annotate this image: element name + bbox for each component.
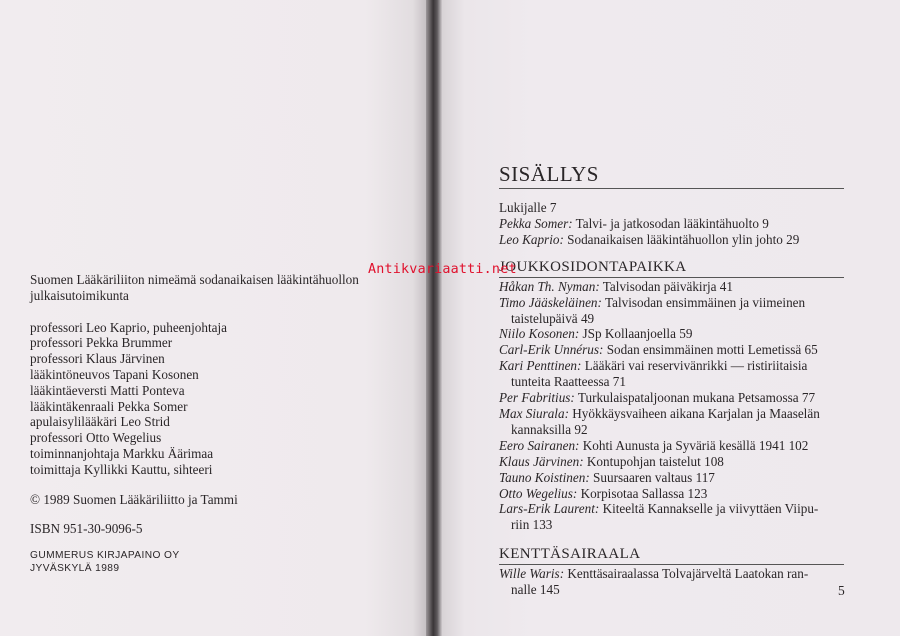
entry-title: Talvisodan ensimmäinen ja viimeinen: [601, 294, 806, 310]
committee-member: professori Pekka Brummer: [30, 335, 173, 351]
committee-title: Suomen Lääkäriliiton nimeämä sodanaikaisen lääkintähuollon julkaisutoimikunta: [30, 272, 359, 303]
committee-member: toiminnanjohtaja Markku Äärimaa: [30, 445, 214, 461]
toc-heading: SISÄLLYS: [499, 162, 844, 189]
committee-member: professori Klaus Järvinen: [30, 351, 165, 367]
isbn: ISBN 951-30-9096-5: [30, 521, 143, 537]
committee-member: apulaisylilääkäri Leo Strid: [30, 414, 170, 430]
toc-entry: [499, 470, 844, 486]
page-number: 5: [838, 583, 845, 598]
entry-title: Kiteeltä Kannakselle ja viivyttäen Viipu-: [599, 501, 819, 517]
entry-title: Talvi- ja jatkosodan lääkintähuolto 9: [572, 215, 769, 231]
printer-info: [30, 550, 425, 575]
entry-author: Lars-Erik Laurent:: [499, 501, 600, 517]
entry-author: Leo Kaprio:: [499, 231, 564, 247]
entry-continuation: taistelupäivä 49: [511, 310, 595, 326]
entry-title: Lääkäri vai reservivänrikki — ristiriitaisia: [581, 358, 808, 374]
entry-author: Tauno Koistinen:: [499, 469, 590, 485]
entry-title: Talvisodan päiväkirja 41: [599, 278, 733, 294]
entry-author: Otto Wegelius:: [499, 485, 578, 501]
entry-title: Kenttäsairaalassa Tolvajärveltä Laatokan ran-: [564, 566, 809, 582]
entry-author: Kari Penttinen:: [499, 358, 582, 374]
entry-title: Suursaaren valtaus 117: [589, 469, 715, 485]
toc-entry: [499, 566, 844, 598]
committee-member: toimittaja Kyllikki Kauttu, sihteeri: [30, 461, 213, 477]
entry-author: Wille Waris:: [499, 566, 565, 582]
entry-author: Klaus Järvinen:: [499, 453, 584, 469]
printer-name: GUMMERUS KIRJAPAINO OY: [30, 550, 180, 562]
entry-title: Kohti Aunusta ja Syväriä kesällä 1941 102: [579, 437, 809, 453]
committee-member: lääkintäkenraali Pekka Somer: [30, 398, 188, 414]
colophon: [30, 272, 425, 575]
printer-location: JYVÄSKYLÄ 1989: [30, 562, 120, 574]
toc-entry: [499, 200, 844, 216]
toc-entry: [499, 279, 844, 295]
toc-entry: [499, 295, 844, 327]
table-of-contents: [499, 162, 844, 611]
entry-author: Max Siurala:: [499, 405, 569, 421]
committee-member: lääkintäeversti Matti Ponteva: [30, 382, 185, 398]
intro-entries: [499, 200, 844, 248]
entry-continuation: tunteita Raatteessa 71: [511, 374, 626, 390]
entry-author: Håkan Th. Nyman:: [499, 278, 600, 294]
section-heading: JOUKKOSIDONTAPAIKKA: [499, 259, 844, 278]
committee-member: professori Leo Kaprio, puheenjohtaja: [30, 319, 228, 335]
entry-title: Korpisotaa Sallassa 123: [577, 485, 708, 501]
entry-title: Hyökkäysvaiheen aikana Karjalan ja Maaselän: [568, 405, 820, 421]
entry-continuation: kannaksilla 92: [511, 421, 588, 437]
entry-author: Pekka Somer:: [499, 215, 573, 231]
watermark: Antikvariaatti.net: [368, 262, 517, 277]
toc-entry: [499, 326, 844, 342]
entry-title: Lukijalle 7: [499, 200, 557, 215]
entry-author: Niilo Kosonen:: [499, 326, 580, 342]
toc-section: [499, 546, 844, 598]
entry-author: Timo Jääskeläinen:: [499, 294, 602, 310]
toc-entry: [499, 216, 844, 232]
committee-members: [30, 320, 425, 478]
toc-entry: [499, 486, 844, 502]
entry-continuation: riin 133: [511, 517, 553, 533]
entry-author: Per Fabritius:: [499, 390, 575, 406]
section-heading: KENTTÄSAIRAALA: [499, 546, 844, 565]
toc-section: [499, 259, 844, 534]
entry-title: Kontupohjan taistelut 108: [583, 453, 724, 469]
entry-author: Eero Sairanen:: [499, 437, 580, 453]
copyright-notice: © 1989 Suomen Lääkäriliitto ja Tammi: [30, 491, 238, 507]
entry-title: Sodan ensimmäinen motti Lemetissä 65: [603, 342, 818, 358]
toc-entry: [499, 390, 844, 406]
toc-entry: [499, 342, 844, 358]
toc-entry: [499, 501, 844, 533]
toc-entry: [499, 406, 844, 438]
entry-title: Turkulaispataljoonan mukana Petsamossa 77: [574, 390, 816, 406]
entry-title: JSp Kollaanjoella 59: [579, 326, 693, 342]
toc-entry: [499, 358, 844, 390]
toc-entry: [499, 232, 844, 248]
committee-member: professori Otto Wegelius: [30, 430, 162, 446]
committee-member: lääkintöneuvos Tapani Kosonen: [30, 366, 199, 382]
book-gutter: [426, 0, 442, 636]
toc-entry: [499, 438, 844, 454]
entry-title: Sodanaikaisen lääkintähuollon ylin johto 29: [563, 231, 800, 247]
toc-entry: [499, 454, 844, 470]
entry-continuation: nalle 145: [511, 582, 560, 598]
entry-author: Carl-Erik Unnérus:: [499, 342, 604, 358]
